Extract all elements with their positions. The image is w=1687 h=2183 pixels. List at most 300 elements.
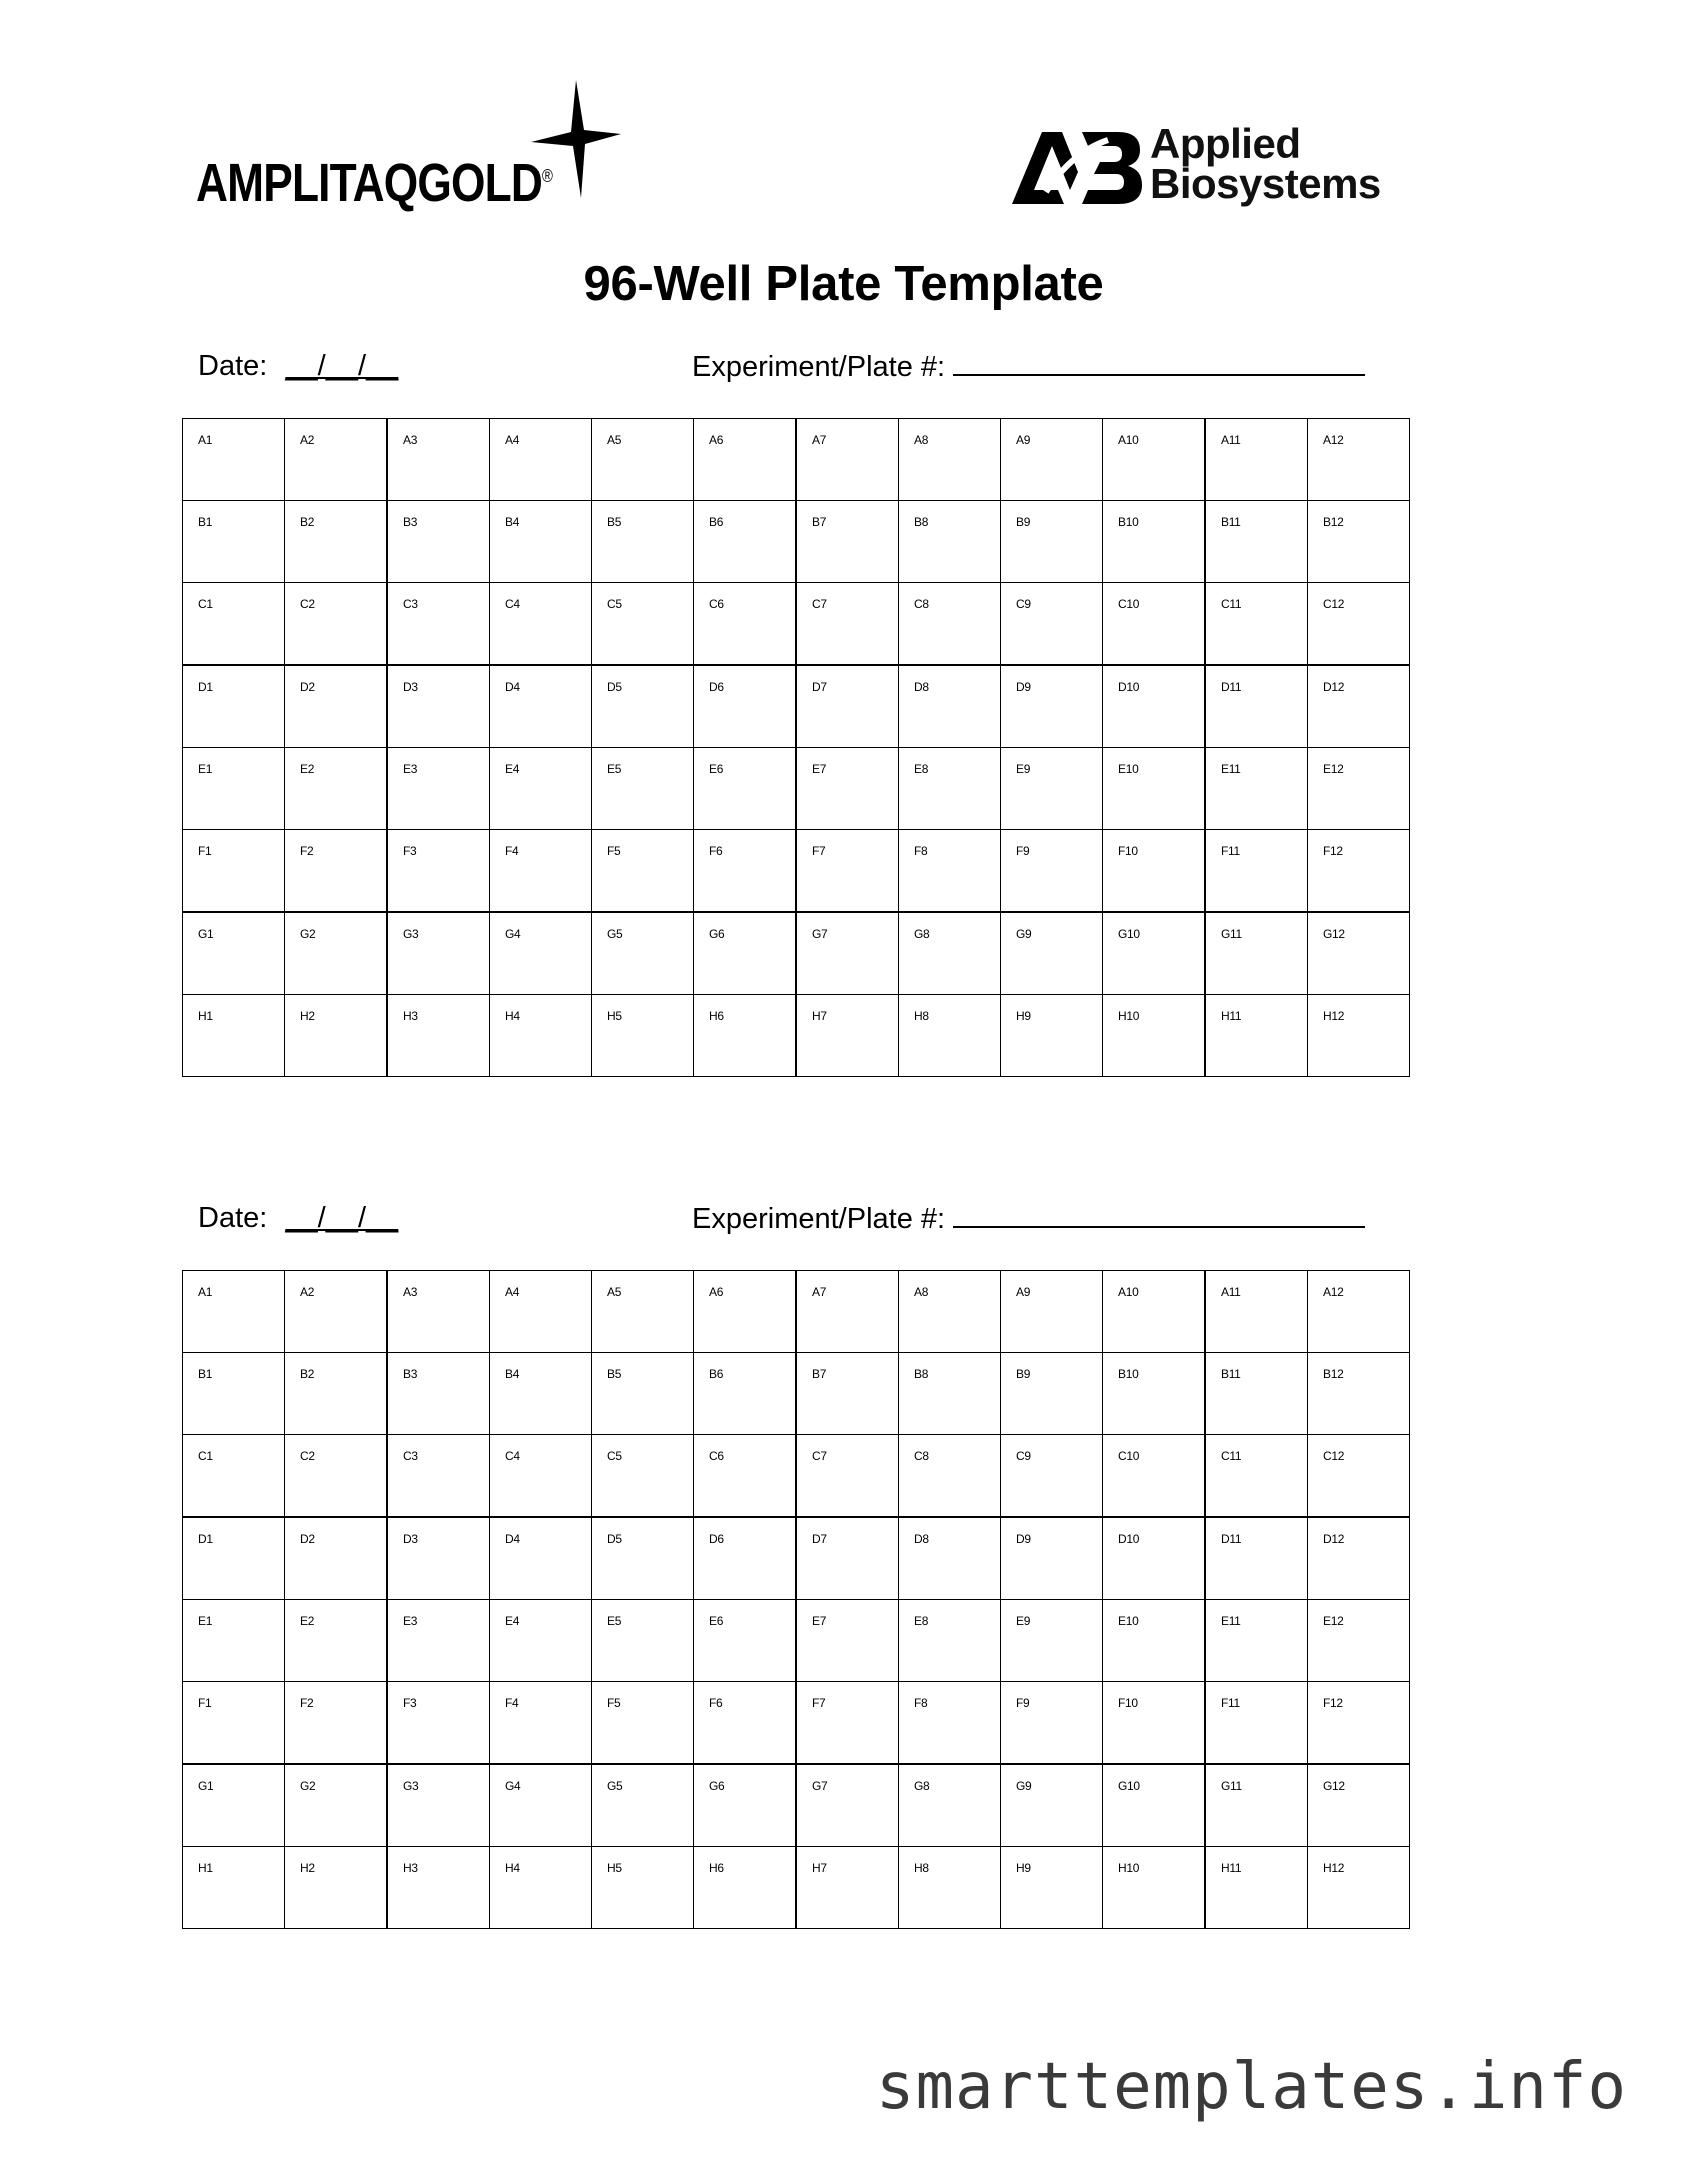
- well-label: B6: [709, 1367, 724, 1381]
- plate-row: [183, 1764, 1410, 1847]
- well-cell[interactable]: [1205, 1435, 1308, 1518]
- well-cell[interactable]: [1001, 748, 1103, 830]
- well-cell[interactable]: [592, 830, 694, 913]
- well-label: H3: [403, 1861, 418, 1875]
- well-label: B8: [914, 515, 929, 529]
- well-cell[interactable]: [183, 419, 285, 501]
- well-label: B1: [198, 515, 213, 529]
- well-cell[interactable]: [285, 1353, 388, 1435]
- well-label: B7: [812, 515, 827, 529]
- well-label: D9: [1016, 680, 1031, 694]
- well-cell[interactable]: [1103, 995, 1206, 1077]
- well-cell[interactable]: [183, 501, 285, 583]
- well-cell[interactable]: [1308, 1271, 1410, 1353]
- well-label: G4: [505, 927, 521, 941]
- well-cell[interactable]: [694, 501, 797, 583]
- well-label: A5: [607, 1285, 622, 1299]
- well-label: C6: [709, 1449, 724, 1463]
- well-cell[interactable]: [490, 1764, 592, 1847]
- well-cell[interactable]: [285, 501, 388, 583]
- well-label: C2: [300, 1449, 315, 1463]
- well-cell[interactable]: [1308, 1682, 1410, 1765]
- well-cell[interactable]: [285, 748, 388, 830]
- well-cell[interactable]: [1308, 995, 1410, 1077]
- well-cell[interactable]: [183, 830, 285, 913]
- well-cell[interactable]: [694, 665, 797, 748]
- well-label: C6: [709, 597, 724, 611]
- well-label: C3: [403, 597, 418, 611]
- experiment-field[interactable]: [953, 350, 1365, 376]
- well-label: B11: [1221, 515, 1241, 529]
- well-cell[interactable]: [592, 748, 694, 830]
- well-cell[interactable]: [694, 748, 797, 830]
- date-value[interactable]: __/__/__: [285, 350, 399, 382]
- well-label: E9: [1016, 1614, 1031, 1628]
- well-cell[interactable]: [1103, 830, 1206, 913]
- well-cell[interactable]: [1308, 583, 1410, 666]
- well-label: F4: [505, 844, 519, 858]
- well-cell[interactable]: [796, 1600, 899, 1682]
- well-cell[interactable]: [490, 912, 592, 995]
- well-cell[interactable]: [694, 1435, 797, 1518]
- well-cell[interactable]: [1103, 665, 1206, 748]
- well-cell[interactable]: [694, 1353, 797, 1435]
- well-label: F8: [914, 844, 928, 858]
- well-label: E5: [607, 762, 622, 776]
- well-cell[interactable]: [1205, 1847, 1308, 1929]
- well-cell[interactable]: [1103, 1847, 1206, 1929]
- well-label: E7: [812, 1614, 827, 1628]
- well-cell[interactable]: [490, 995, 592, 1077]
- well-cell[interactable]: [899, 995, 1001, 1077]
- well-label: C7: [812, 1449, 827, 1463]
- well-cell[interactable]: [285, 1600, 388, 1682]
- well-label: D7: [812, 1532, 827, 1546]
- well-label: E5: [607, 1614, 622, 1628]
- well-cell[interactable]: [1308, 665, 1410, 748]
- well-cell[interactable]: [1308, 501, 1410, 583]
- well-label: H6: [709, 1009, 724, 1023]
- well-cell[interactable]: [1001, 665, 1103, 748]
- well-cell[interactable]: [694, 1682, 797, 1765]
- well-label: A11: [1221, 1285, 1241, 1299]
- well-cell[interactable]: [694, 1600, 797, 1682]
- well-label: H8: [914, 1009, 929, 1023]
- well-cell[interactable]: [490, 419, 592, 501]
- well-cell[interactable]: [490, 748, 592, 830]
- well-label: A7: [812, 1285, 827, 1299]
- well-cell[interactable]: [1103, 501, 1206, 583]
- well-label: E12: [1323, 762, 1344, 776]
- well-cell[interactable]: [1103, 1271, 1206, 1353]
- well-label: C1: [198, 1449, 213, 1463]
- well-label: B9: [1016, 515, 1031, 529]
- well-cell[interactable]: [490, 1435, 592, 1518]
- well-cell[interactable]: [1205, 912, 1308, 995]
- well-label: D8: [914, 1532, 929, 1546]
- well-cell[interactable]: [285, 1435, 388, 1518]
- well-cell[interactable]: [490, 665, 592, 748]
- well-cell[interactable]: [1205, 748, 1308, 830]
- well-cell[interactable]: [1205, 830, 1308, 913]
- well-cell[interactable]: [1103, 1435, 1206, 1518]
- well-cell[interactable]: [592, 1600, 694, 1682]
- well-cell[interactable]: [1205, 583, 1308, 666]
- well-cell[interactable]: [592, 1271, 694, 1353]
- well-cell[interactable]: [1001, 1353, 1103, 1435]
- plate-row: [183, 501, 1410, 583]
- well-cell[interactable]: [387, 1353, 490, 1435]
- well-label: C2: [300, 597, 315, 611]
- well-cell[interactable]: [1001, 1271, 1103, 1353]
- well-cell[interactable]: [694, 1271, 797, 1353]
- well-cell[interactable]: [592, 1764, 694, 1847]
- well-cell[interactable]: [285, 1517, 388, 1600]
- well-cell[interactable]: [899, 1764, 1001, 1847]
- well-cell[interactable]: [796, 912, 899, 995]
- well-label: A3: [403, 1285, 418, 1299]
- well-cell[interactable]: [796, 1764, 899, 1847]
- well-cell[interactable]: [490, 583, 592, 666]
- watermark: smarttemplates.info: [875, 2050, 1627, 2124]
- well-cell[interactable]: [1308, 1847, 1410, 1929]
- well-cell[interactable]: [796, 830, 899, 913]
- date-label: Date:: [198, 350, 268, 382]
- well-label: F1: [198, 1696, 212, 1710]
- well-label: A1: [198, 433, 213, 447]
- well-cell[interactable]: [387, 830, 490, 913]
- well-cell[interactable]: [899, 1435, 1001, 1518]
- well-cell[interactable]: [1205, 419, 1308, 501]
- well-cell[interactable]: [1103, 1600, 1206, 1682]
- well-label: G3: [403, 927, 419, 941]
- well-label: D12: [1323, 1532, 1345, 1546]
- well-cell[interactable]: [899, 1682, 1001, 1765]
- well-cell[interactable]: [796, 1682, 899, 1765]
- well-cell[interactable]: [1205, 1600, 1308, 1682]
- well-cell[interactable]: [899, 501, 1001, 583]
- well-cell[interactable]: [592, 665, 694, 748]
- well-label: D3: [403, 1532, 418, 1546]
- well-cell[interactable]: [183, 1435, 285, 1518]
- well-cell[interactable]: [1001, 995, 1103, 1077]
- well-cell[interactable]: [592, 1682, 694, 1765]
- well-cell[interactable]: [899, 748, 1001, 830]
- well-cell[interactable]: [899, 665, 1001, 748]
- well-cell[interactable]: [1103, 912, 1206, 995]
- well-cell[interactable]: [1205, 1682, 1308, 1765]
- well-cell[interactable]: [183, 1600, 285, 1682]
- well-cell[interactable]: [796, 1271, 899, 1353]
- well-cell[interactable]: [1308, 1517, 1410, 1600]
- well-cell[interactable]: [183, 583, 285, 666]
- well-cell[interactable]: [285, 1271, 388, 1353]
- well-cell[interactable]: [285, 419, 388, 501]
- well-cell[interactable]: [387, 1847, 490, 1929]
- well-cell[interactable]: [1308, 748, 1410, 830]
- well-label: D9: [1016, 1532, 1031, 1546]
- well-cell[interactable]: [387, 1435, 490, 1518]
- well-cell[interactable]: [796, 995, 899, 1077]
- well-cell[interactable]: [183, 1271, 285, 1353]
- well-cell[interactable]: [285, 1682, 388, 1765]
- well-cell[interactable]: [1103, 1353, 1206, 1435]
- well-cell[interactable]: [592, 583, 694, 666]
- well-cell[interactable]: [285, 830, 388, 913]
- well-label: B2: [300, 515, 315, 529]
- applied-biosystems-logo: [1012, 120, 1412, 214]
- well-label: C10: [1118, 1449, 1140, 1463]
- well-label: B4: [505, 515, 520, 529]
- well-cell[interactable]: [694, 419, 797, 501]
- well-cell[interactable]: [1205, 665, 1308, 748]
- well-cell[interactable]: [490, 1847, 592, 1929]
- well-cell[interactable]: [1001, 1517, 1103, 1600]
- well-cell[interactable]: [1001, 419, 1103, 501]
- well-cell[interactable]: [592, 419, 694, 501]
- well-cell[interactable]: [796, 1435, 899, 1518]
- well-cell[interactable]: [1001, 1682, 1103, 1765]
- well-label: A10: [1118, 1285, 1139, 1299]
- well-cell[interactable]: [1001, 1764, 1103, 1847]
- well-label: F2: [300, 844, 314, 858]
- well-cell[interactable]: [1001, 1847, 1103, 1929]
- well-cell[interactable]: [387, 912, 490, 995]
- well-cell[interactable]: [796, 1517, 899, 1600]
- well-cell[interactable]: [694, 830, 797, 913]
- date-line-2: [198, 1202, 398, 1235]
- well-cell[interactable]: [694, 912, 797, 995]
- well-cell[interactable]: [490, 1682, 592, 1765]
- well-cell[interactable]: [1205, 1517, 1308, 1600]
- well-cell[interactable]: [796, 419, 899, 501]
- well-cell[interactable]: [1308, 419, 1410, 501]
- well-cell[interactable]: [1103, 1517, 1206, 1600]
- well-label: G11: [1221, 1779, 1242, 1793]
- well-cell[interactable]: [796, 1353, 899, 1435]
- well-label: H5: [607, 1861, 622, 1875]
- well-label: D2: [300, 1532, 315, 1546]
- well-cell[interactable]: [387, 665, 490, 748]
- well-label: G5: [607, 927, 623, 941]
- well-cell[interactable]: [899, 1600, 1001, 1682]
- well-cell[interactable]: [1001, 1600, 1103, 1682]
- well-cell[interactable]: [592, 912, 694, 995]
- plate-row: [183, 1435, 1410, 1518]
- well-cell[interactable]: [1205, 1764, 1308, 1847]
- well-cell[interactable]: [592, 995, 694, 1077]
- well-cell[interactable]: [694, 1847, 797, 1929]
- well-cell[interactable]: [285, 995, 388, 1077]
- well-cell[interactable]: [1205, 501, 1308, 583]
- well-cell[interactable]: [1103, 1682, 1206, 1765]
- well-label: E9: [1016, 762, 1031, 776]
- well-label: C8: [914, 597, 929, 611]
- well-cell[interactable]: [592, 1847, 694, 1929]
- well-label: E8: [914, 1614, 929, 1628]
- well-label: E3: [403, 1614, 418, 1628]
- well-cell[interactable]: [1103, 583, 1206, 666]
- well-cell[interactable]: [387, 1600, 490, 1682]
- well-label: E11: [1221, 1614, 1241, 1628]
- well-label: F5: [607, 1696, 621, 1710]
- well-label: F7: [812, 844, 826, 858]
- well-label: B10: [1118, 1367, 1139, 1381]
- well-cell[interactable]: [387, 419, 490, 501]
- well-cell[interactable]: [899, 583, 1001, 666]
- well-label: G2: [300, 927, 316, 941]
- well-cell[interactable]: [796, 748, 899, 830]
- well-label: D6: [709, 680, 724, 694]
- well-cell[interactable]: [1001, 830, 1103, 913]
- well-label: A12: [1323, 1285, 1344, 1299]
- well-label: H10: [1118, 1861, 1140, 1875]
- well-cell[interactable]: [183, 1353, 285, 1435]
- well-label: A2: [300, 433, 315, 447]
- experiment-field[interactable]: [953, 1202, 1365, 1228]
- well-cell[interactable]: [796, 501, 899, 583]
- logo-right-wordmark: Applied Biosystems: [1150, 120, 1381, 207]
- well-label: C8: [914, 1449, 929, 1463]
- well-cell[interactable]: [694, 1517, 797, 1600]
- experiment-label: Experiment/Plate #:: [692, 351, 946, 383]
- well-label: A8: [914, 1285, 929, 1299]
- well-label: B3: [403, 515, 418, 529]
- well-cell[interactable]: [285, 1764, 388, 1847]
- well-cell[interactable]: [1001, 912, 1103, 995]
- well-cell[interactable]: [1308, 1600, 1410, 1682]
- well-cell[interactable]: [694, 1764, 797, 1847]
- well-cell[interactable]: [592, 501, 694, 583]
- well-cell[interactable]: [694, 995, 797, 1077]
- experiment-label: Experiment/Plate #:: [692, 1203, 946, 1235]
- well-cell[interactable]: [387, 995, 490, 1077]
- well-cell[interactable]: [490, 1353, 592, 1435]
- well-label: A1: [198, 1285, 213, 1299]
- well-label: E10: [1118, 1614, 1139, 1628]
- well-label: F3: [403, 844, 417, 858]
- well-label: F2: [300, 1696, 314, 1710]
- well-label: H5: [607, 1009, 622, 1023]
- amplitaq-gold-logo: [196, 80, 616, 213]
- well-cell[interactable]: [285, 1847, 388, 1929]
- well-cell[interactable]: [387, 1764, 490, 1847]
- well-cell[interactable]: [796, 665, 899, 748]
- well-label: B2: [300, 1367, 315, 1381]
- well-cell[interactable]: [899, 419, 1001, 501]
- well-cell[interactable]: [899, 912, 1001, 995]
- well-label: G6: [709, 927, 725, 941]
- well-cell[interactable]: [1308, 830, 1410, 913]
- well-cell[interactable]: [183, 665, 285, 748]
- plate-row: [183, 1271, 1410, 1353]
- well-cell[interactable]: [1205, 995, 1308, 1077]
- well-label: C4: [505, 597, 520, 611]
- well-cell[interactable]: [490, 830, 592, 913]
- well-cell[interactable]: [490, 501, 592, 583]
- well-cell[interactable]: [285, 665, 388, 748]
- well-label: B1: [198, 1367, 213, 1381]
- plate-row: [183, 1517, 1410, 1600]
- well-label: C5: [607, 1449, 622, 1463]
- well-cell[interactable]: [899, 1271, 1001, 1353]
- well-cell[interactable]: [1308, 1435, 1410, 1518]
- well-cell[interactable]: [1001, 501, 1103, 583]
- well-cell[interactable]: [285, 912, 388, 995]
- well-label: F6: [709, 844, 723, 858]
- well-label: A9: [1016, 1285, 1031, 1299]
- well-cell[interactable]: [899, 830, 1001, 913]
- well-cell[interactable]: [592, 1435, 694, 1518]
- logo-left-wordmark: AMPLITAQGOLD®: [196, 153, 553, 213]
- well-cell[interactable]: [183, 1682, 285, 1765]
- well-cell[interactable]: [387, 501, 490, 583]
- well-label: E11: [1221, 762, 1241, 776]
- well-cell[interactable]: [183, 912, 285, 995]
- well-cell[interactable]: [1103, 419, 1206, 501]
- well-cell[interactable]: [1308, 1764, 1410, 1847]
- well-cell[interactable]: [285, 583, 388, 666]
- well-label: B5: [607, 1367, 622, 1381]
- date-label: Date:: [198, 1202, 268, 1234]
- well-cell[interactable]: [183, 748, 285, 830]
- plate-row: [183, 830, 1410, 913]
- well-cell[interactable]: [899, 1847, 1001, 1929]
- well-cell[interactable]: [387, 1517, 490, 1600]
- well-cell[interactable]: [183, 1517, 285, 1600]
- well-cell[interactable]: [1308, 1353, 1410, 1435]
- well-label: A8: [914, 433, 929, 447]
- well-label: D11: [1221, 1532, 1242, 1546]
- well-cell[interactable]: [899, 1353, 1001, 1435]
- well-label: D4: [505, 1532, 520, 1546]
- well-label: D10: [1118, 1532, 1140, 1546]
- well-cell[interactable]: [796, 1847, 899, 1929]
- well-cell[interactable]: [490, 1271, 592, 1353]
- well-cell[interactable]: [1308, 912, 1410, 995]
- well-cell[interactable]: [1205, 1271, 1308, 1353]
- well-cell[interactable]: [1205, 1353, 1308, 1435]
- well-cell[interactable]: [899, 1517, 1001, 1600]
- well-cell[interactable]: [183, 1847, 285, 1929]
- well-label: F1: [198, 844, 212, 858]
- plate-row: [183, 1682, 1410, 1765]
- well-cell[interactable]: [592, 1353, 694, 1435]
- well-cell[interactable]: [490, 1600, 592, 1682]
- well-cell[interactable]: [183, 995, 285, 1077]
- well-label: G6: [709, 1779, 725, 1793]
- well-cell[interactable]: [490, 1517, 592, 1600]
- well-cell[interactable]: [1001, 583, 1103, 666]
- well-cell[interactable]: [387, 1271, 490, 1353]
- well-cell[interactable]: [1103, 748, 1206, 830]
- well-cell[interactable]: [387, 583, 490, 666]
- well-cell[interactable]: [592, 1517, 694, 1600]
- well-label: B8: [914, 1367, 929, 1381]
- date-value[interactable]: __/__/__: [285, 1202, 399, 1234]
- well-label: D2: [300, 680, 315, 694]
- well-cell[interactable]: [1001, 1435, 1103, 1518]
- well-label: H11: [1221, 1861, 1242, 1875]
- well-cell[interactable]: [796, 583, 899, 666]
- well-cell[interactable]: [183, 1764, 285, 1847]
- well-cell[interactable]: [694, 583, 797, 666]
- well-cell[interactable]: [1103, 1764, 1206, 1847]
- well-cell[interactable]: [387, 1682, 490, 1765]
- well-cell[interactable]: [387, 748, 490, 830]
- well-label: G10: [1118, 927, 1140, 941]
- well-label: B9: [1016, 1367, 1031, 1381]
